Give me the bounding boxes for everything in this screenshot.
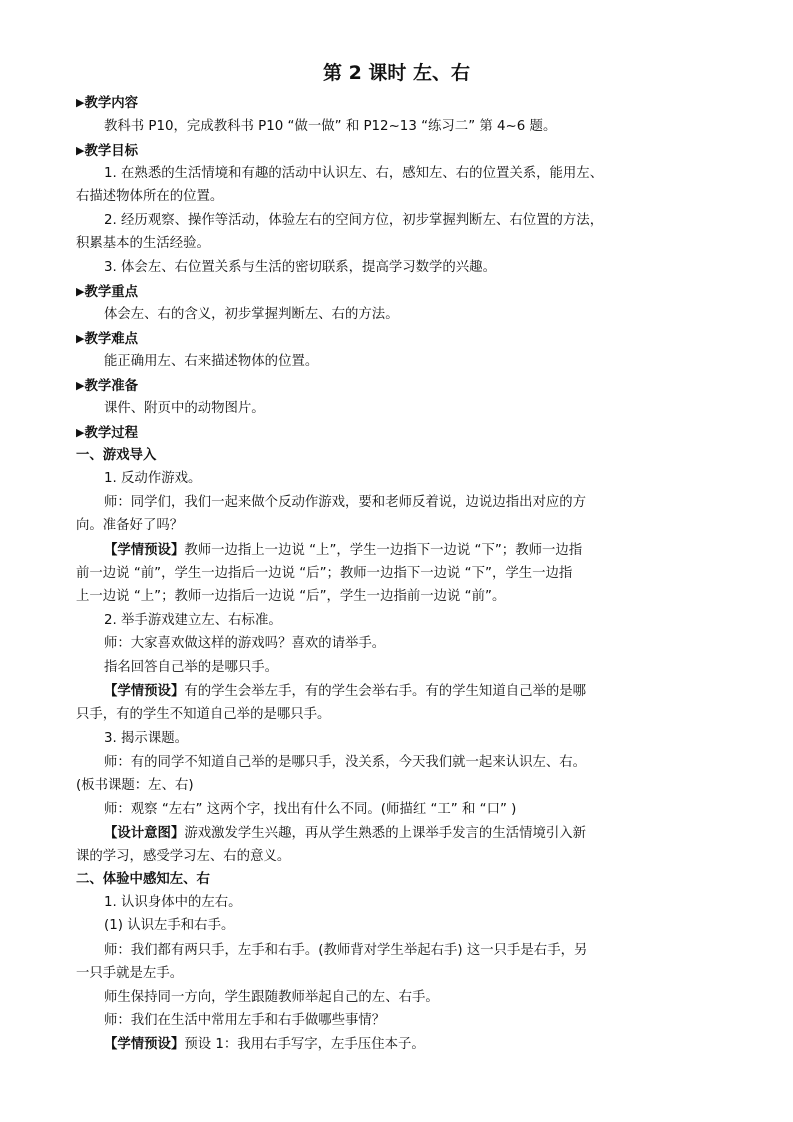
paragraph: 师：有的同学不知道自己举的是哪只手，没关系，今天我们就一起来认识左、右。	[104, 755, 587, 770]
paragraph: 前一边说 “前”，学生一边指后一边说 “后”；教师一边指下一边说 “下”，学生一边指	[76, 566, 573, 581]
heading-difficulty	[76, 331, 138, 348]
paragraph: 3. 体会左、右位置关系与生活的密切联系，提高学习数学的兴趣。	[104, 260, 496, 275]
paragraph: 师：大家喜欢做这样的游戏吗？喜欢的请举手。	[104, 636, 386, 651]
paragraph: 3. 揭示课题。	[104, 731, 188, 746]
tag-label: 【学情预设】	[104, 684, 185, 699]
paragraph: 师：观察 “左右” 这两个字，找出有什么不同。(师描红 “工” 和 “口” )	[104, 802, 517, 817]
heading-text: 教学难点	[84, 332, 139, 347]
paragraph: 1. 反动作游戏。	[104, 471, 202, 486]
paragraph: 2. 举手游戏建立左、右标准。	[104, 613, 282, 628]
section-heading: 一、游戏导入	[76, 448, 157, 463]
paragraph: 2. 经历观察、操作等活动，体验左右的空间方位，初步掌握判断左、右位置的方法，	[104, 213, 604, 228]
paragraph: 师：我们在生活中常用左手和右手做哪些事情？	[104, 1013, 386, 1028]
paragraph: 课件、附页中的动物图片。	[104, 401, 265, 416]
paragraph-text: 游戏激发学生兴趣，再从学生熟悉的上课举手发言的生活情境引入新	[184, 826, 587, 841]
triangle-bullet-icon: ▶	[76, 144, 85, 157]
paragraph: (板书课题：左、右)	[76, 778, 194, 793]
page-title: 第 2 课时 左、右	[322, 62, 471, 84]
paragraph-text: 有的学生会举左手，有的学生会举右手。有的学生知道自己举的是哪	[184, 684, 587, 699]
paragraph: 向。准备好了吗？	[76, 518, 184, 533]
paragraph: 积累基本的生活经验。	[76, 236, 210, 251]
triangle-bullet-icon: ▶	[76, 426, 85, 439]
heading-key	[76, 284, 138, 301]
heading-text: 教学内容	[84, 96, 139, 111]
paragraph	[104, 684, 586, 700]
heading-content	[76, 95, 138, 112]
paragraph: 上一边说 “上”；教师一边指后一边说 “后”，学生一边指前一边说 “前”。	[76, 589, 506, 604]
paragraph-text: 教师一边指上一边说 “上”，学生一边指下一边说 “下”；教师一边指	[184, 543, 583, 558]
heading-goals	[76, 143, 138, 160]
heading-text: 教学准备	[84, 379, 139, 394]
tag-label: 【设计意图】	[104, 826, 185, 841]
paragraph: (1) 认识左手和右手。	[104, 918, 235, 933]
triangle-bullet-icon: ▶	[76, 285, 85, 298]
heading-text: 教学目标	[84, 144, 139, 159]
paragraph: 师生保持同一方向，学生跟随教师举起自己的左、右手。	[104, 990, 439, 1005]
paragraph: 课的学习，感受学习左、右的意义。	[76, 849, 291, 864]
triangle-bullet-icon: ▶	[76, 96, 85, 109]
heading-process	[76, 425, 138, 442]
paragraph: 能正确用左、右来描述物体的位置。	[104, 354, 319, 369]
paragraph: 教科书 P10，完成教科书 P10 “做一做” 和 P12~13 “练习二” 第 4~6 题。	[104, 119, 557, 134]
heading-text: 教学过程	[84, 426, 139, 441]
tag-label: 【学情预设】	[104, 1037, 185, 1052]
paragraph: 1. 认识身体中的左右。	[104, 895, 242, 910]
paragraph-text: 预设 1：我用右手写字，左手压住本子。	[184, 1037, 425, 1052]
paragraph: 右描述物体所在的位置。	[76, 189, 224, 204]
paragraph: 只手，有的学生不知道自己举的是哪只手。	[76, 707, 331, 722]
paragraph: 指名回答自己举的是哪只手。	[104, 660, 279, 675]
paragraph: 一只手就是左手。	[76, 966, 184, 981]
section-heading: 二、体验中感知左、右	[76, 872, 210, 887]
tag-label: 【学情预设】	[104, 543, 185, 558]
paragraph: 师：同学们，我们一起来做个反动作游戏，要和老师反着说，边说边指出对应的方	[104, 495, 587, 510]
triangle-bullet-icon: ▶	[76, 379, 85, 392]
paragraph	[104, 826, 586, 842]
heading-prep	[76, 378, 138, 395]
paragraph: 1. 在熟悉的生活情境和有趣的活动中认识左、右，感知左、右的位置关系，能用左、	[104, 166, 604, 181]
paragraph: 体会左、右的含义，初步掌握判断左、右的方法。	[104, 307, 399, 322]
paragraph: 师：我们都有两只手，左手和右手。(教师背对学生举起右手) 这一只手是右手，另	[104, 943, 588, 958]
heading-text: 教学重点	[84, 285, 139, 300]
triangle-bullet-icon: ▶	[76, 332, 85, 345]
paragraph	[104, 543, 582, 559]
paragraph	[104, 1037, 425, 1053]
